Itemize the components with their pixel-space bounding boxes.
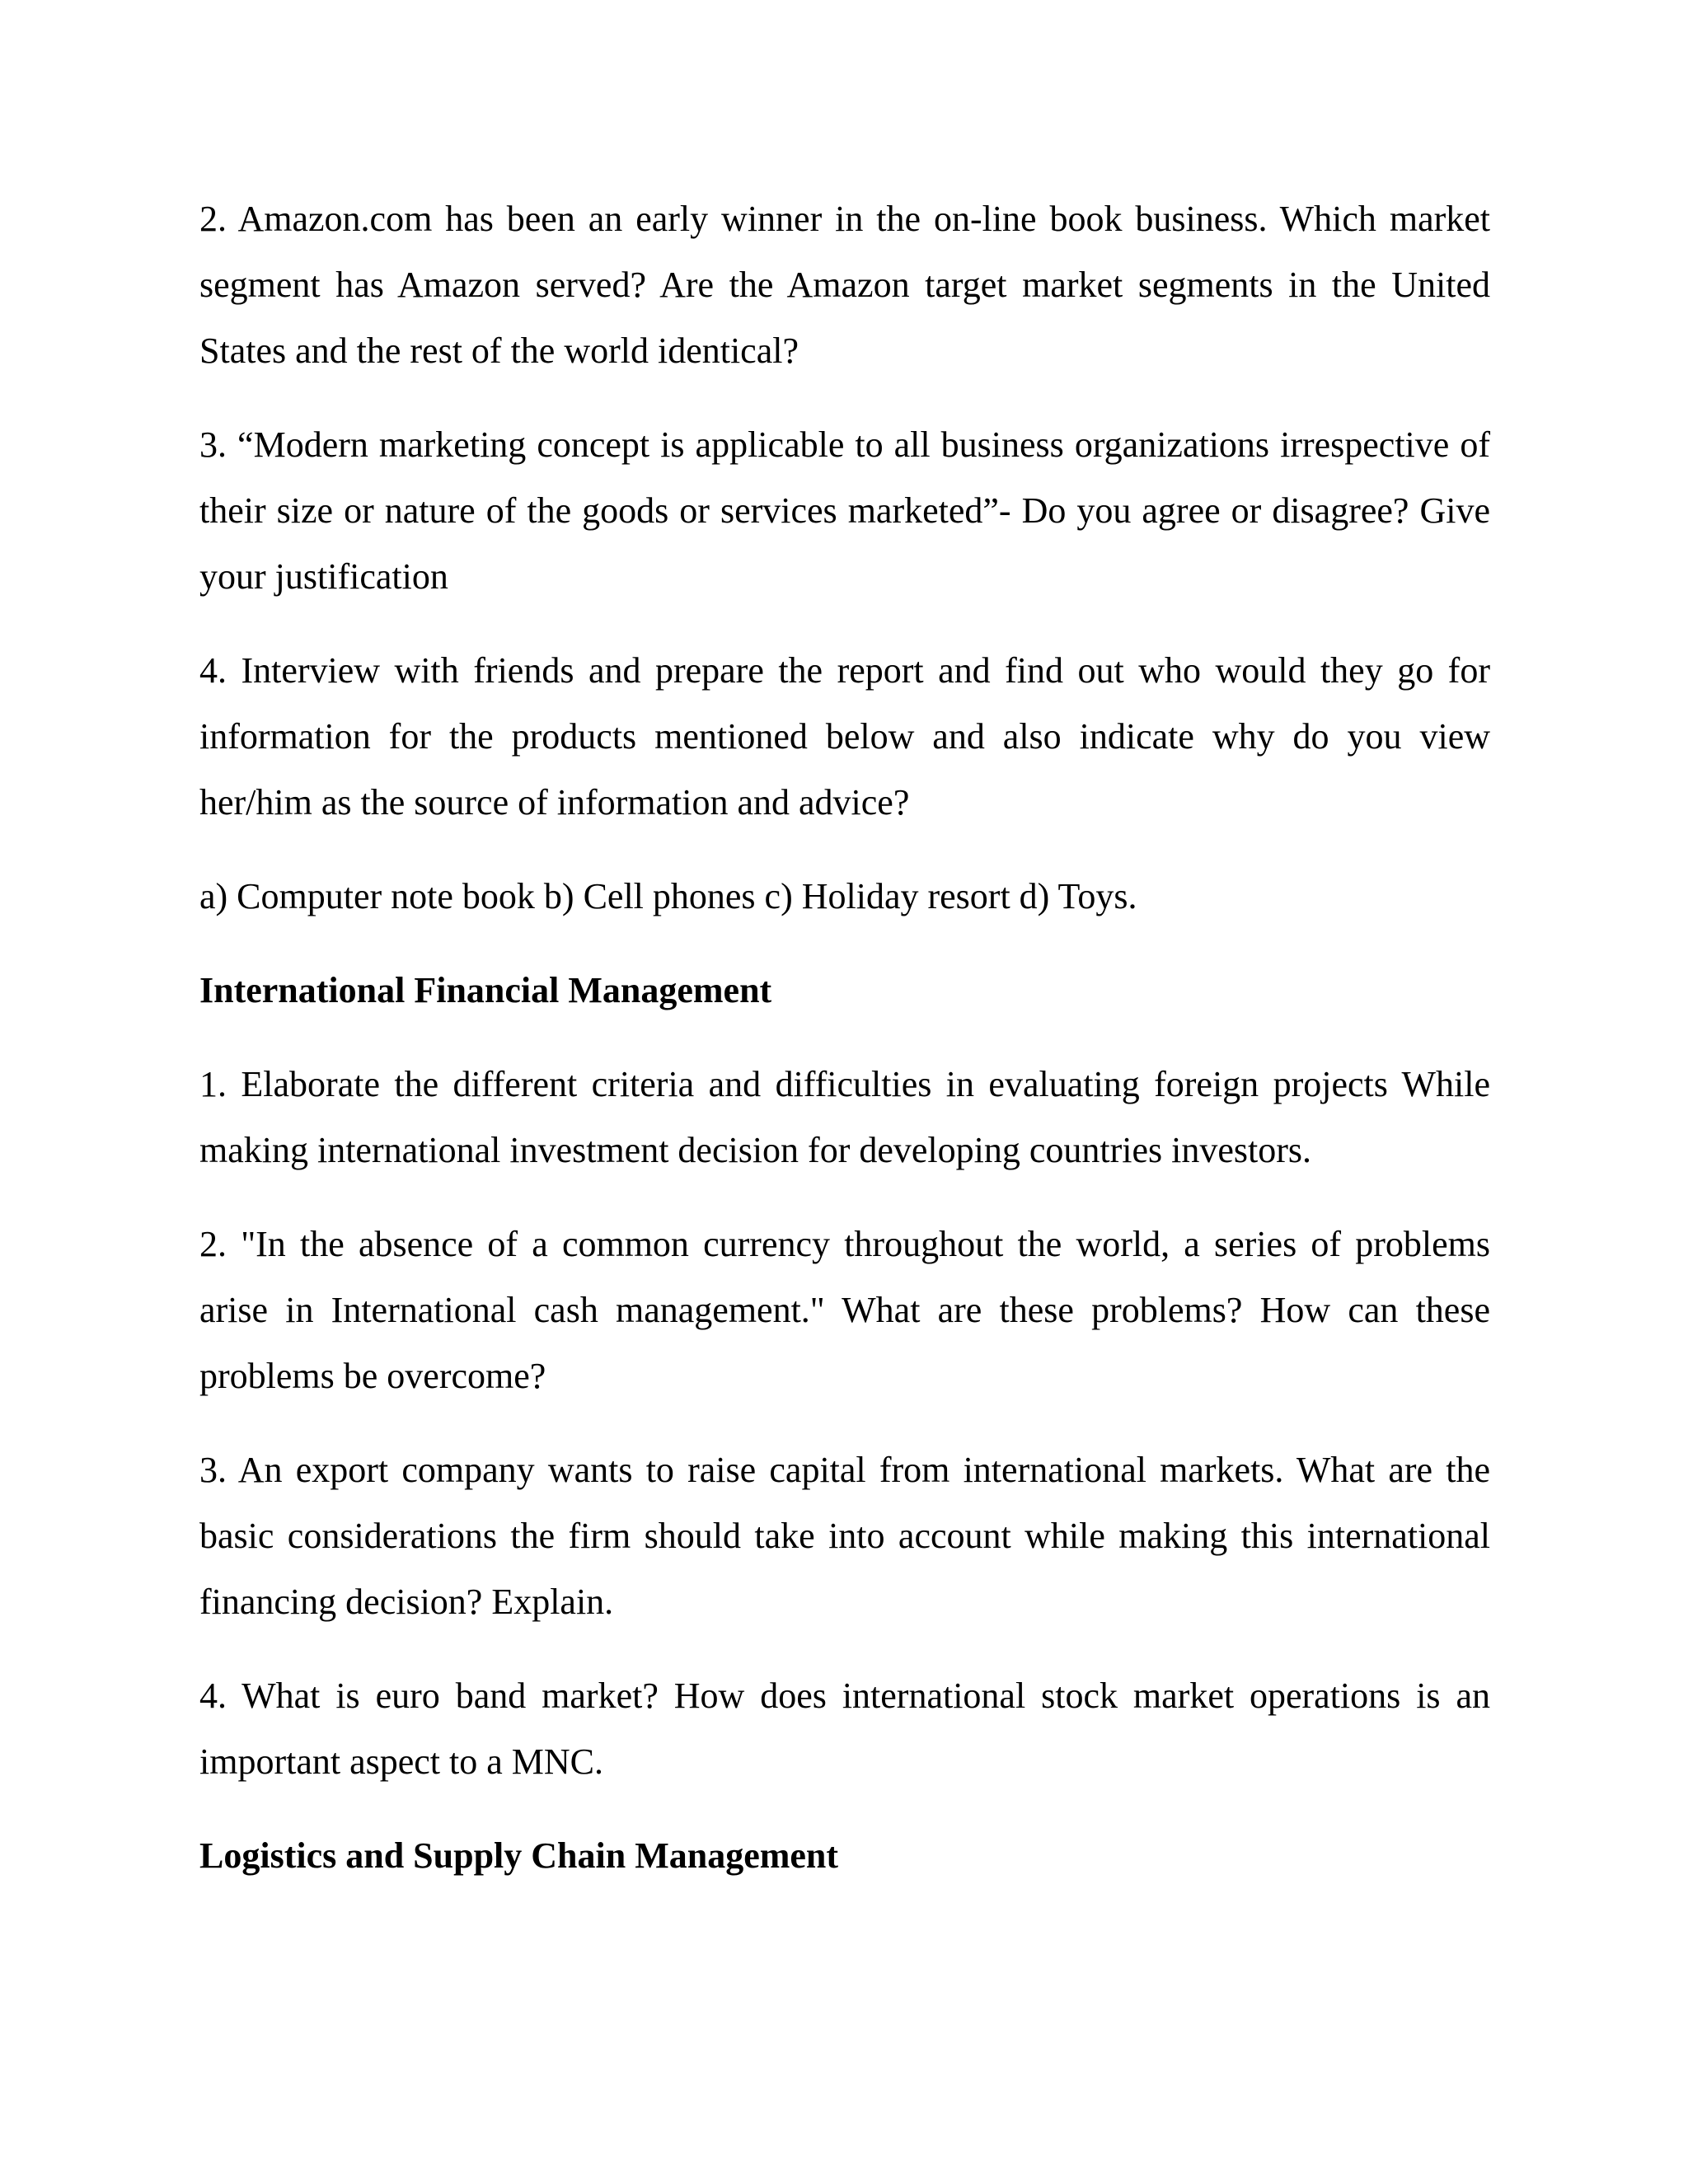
marketing-question-4-options: a) Computer note book b) Cell phones c) Holiday resort d) Toys. <box>199 876 1137 916</box>
section-heading-lscm: Logistics and Supply Chain Management <box>199 1835 839 1876</box>
ifm-question-3: 3. An export company wants to raise capital from international markets. What are the basic considerations the firm should take into account while making this international financing decision? Explain. <box>199 1450 1490 1622</box>
page-content <box>199 186 1490 1917</box>
ifm-question-1: 1. Elaborate the different criteria and difficulties in evaluating foreign projects While making international investment decision for developing countries investors. <box>199 1064 1490 1170</box>
ifm-question-2: 2. "In the absence of a common currency throughout the world, a series of problems arise in International cash management." What are these problems? How can these problems be overcome? <box>199 1224 1490 1396</box>
marketing-question-4: 4. Interview with friends and prepare the report and find out who would they go for information for the products mentioned below and also indicate why do you view her/him as the source of information and advice? <box>199 650 1490 823</box>
marketing-question-2: 2. Amazon.com has been an early winner in the on-line book business. Which market segment has Amazon served? Are the Amazon target market segments in the United States and the rest of the world identical? <box>199 199 1490 371</box>
ifm-question-4: 4. What is euro band market? How does international stock market operations is an important aspect to a MNC. <box>199 1675 1490 1782</box>
marketing-question-3: 3. “Modern marketing concept is applicable to all business organizations irrespective of their size or nature of the goods or services marketed”- Do you agree or disagree? Give your justification <box>199 424 1490 597</box>
section-heading-ifm: International Financial Management <box>199 970 772 1010</box>
